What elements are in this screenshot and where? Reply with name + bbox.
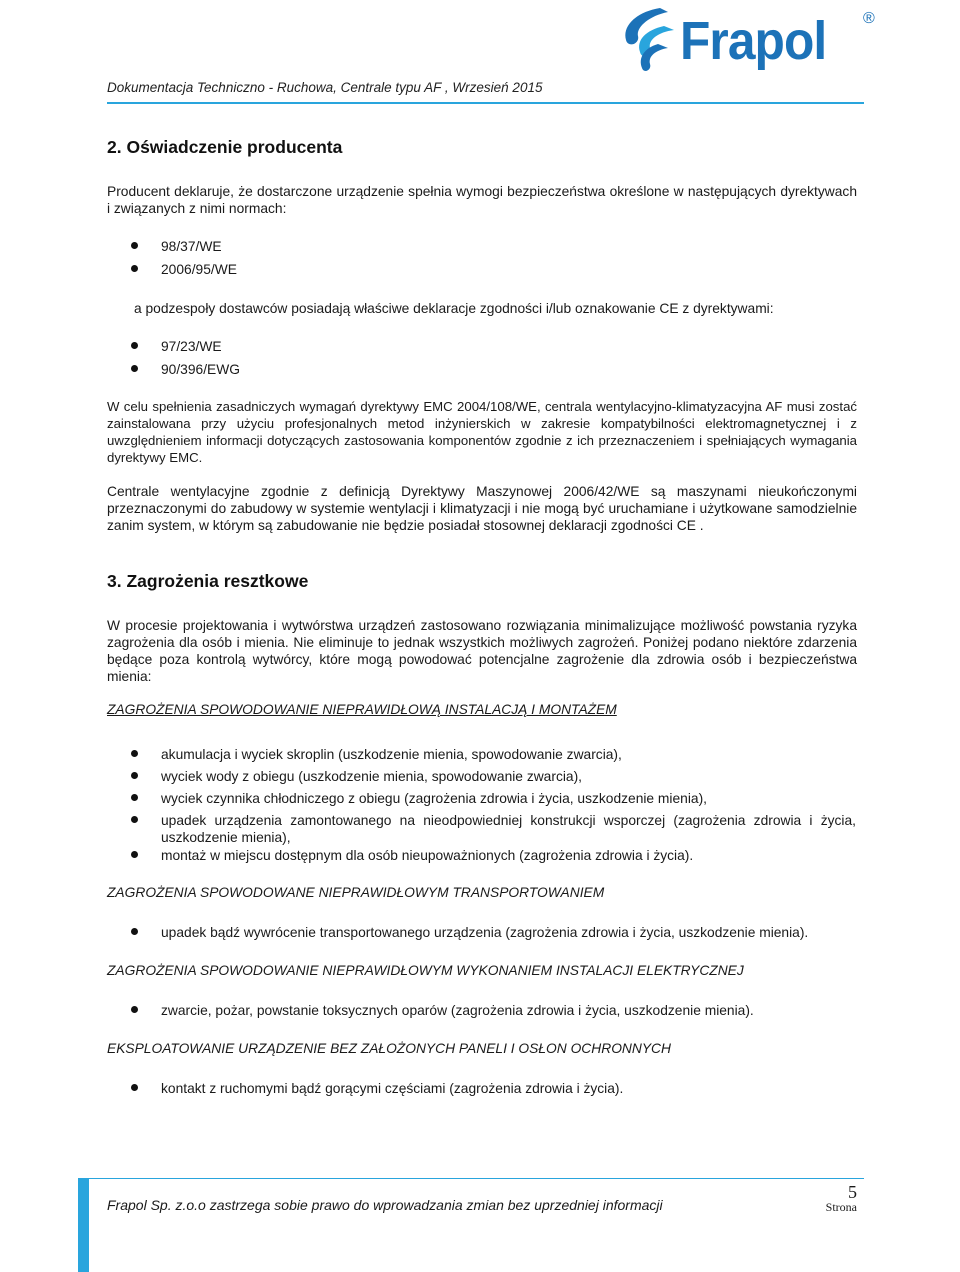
hazard-transport-title: ZAGROŻENIA SPOWODOWANE NIEPRAWIDŁOWYM TRANSPORTOWANIEM <box>107 885 605 900</box>
bullet-icon <box>131 851 138 858</box>
footer-disclaimer: Frapol Sp. z.o.o zastrzega sobie prawo do wprowadzania zmian bez uprzedniej informacji <box>107 1197 663 1213</box>
bullet-icon <box>131 750 138 757</box>
list-item: 90/396/EWG <box>161 362 240 377</box>
header-divider <box>107 102 864 104</box>
page-number: 5 <box>848 1182 857 1202</box>
components-note: a podzespoły dostawców posiadają właściwe deklaracje zgodności i/lub oznakowanie CE z dyrektywami: <box>134 301 774 316</box>
frapol-logo <box>618 4 888 76</box>
bullet-icon <box>131 1084 138 1091</box>
section-3-heading: 3. Zagrożenia resztkowe <box>107 571 309 591</box>
section-3-intro: W procesie projektowania i wytwórstwa urządzeń zastosowano rozwiązania minimalizujące możliwość powstania ryzyka zagrożenia dla osób i mienia. Nie eliminuje to jednak wszystkich możliwych zagrożeń. Poniżej podano niektóre zdarzenia będące poza kontrolą wytwórcy, które mogą powodować potencjalne zagrożenie dla zdrowia osób i bezpieczeństwa mienia: <box>107 618 857 684</box>
bullet-icon <box>131 1006 138 1013</box>
list-item: 97/23/WE <box>161 339 222 354</box>
bullet-icon <box>131 928 138 935</box>
list-item: 98/37/WE <box>161 239 222 254</box>
section-2-heading: 2. Oświadczenie producenta <box>107 137 343 157</box>
list-item: upadek bądź wywrócenie transportowanego urządzenia (zagrożenia zdrowia i życia, uszkodzenie mienia). <box>161 925 809 940</box>
bullet-icon <box>131 265 138 272</box>
list-item: wyciek czynnika chłodniczego z obiegu (zagrożenia zdrowia i życia, uszkodzenie mienia), <box>161 791 708 806</box>
machinery-directive-paragraph: Centrale wentylacyjne zgodnie z definicją Dyrektywy Maszynowej 2006/42/WE są maszynami nieukończonymi przeznaczonymi do zabudowy w systemie wentylacji i klimatyzacji i nie mogą być uruchamiane i użytkowane samodzielnie zanim system, w którym są zabudowanie nie będzie posiadał stosownej deklaracji zgodności CE . <box>107 484 857 533</box>
hazard-electrical-title: ZAGROŻENIA SPOWODOWANIE NIEPRAWIDŁOWYM WYKONANIEM INSTALACJI ELEKTRYCZNEJ <box>107 963 744 978</box>
bullet-icon <box>131 816 138 823</box>
document-header-title: Dokumentacja Techniczno - Ruchowa, Centrale typu AF , Wrzesień 2015 <box>107 80 543 95</box>
bullet-icon <box>131 794 138 801</box>
list-item: upadek urządzenia zamontowanego na nieodpowiedniej konstrukcji wsporczej (zagrożenia zdrowia i życia, uszkodzenie mienia), <box>161 813 856 845</box>
bullet-icon <box>131 242 138 249</box>
brand-registered-mark: ® <box>863 10 875 27</box>
hazard-installation-title: ZAGROŻENIA SPOWODOWANIE NIEPRAWIDŁOWĄ INSTALACJĄ I MONTAŻEM <box>107 702 617 717</box>
list-item: wyciek wody z obiegu (uszkodzenie mienia, spowodowanie zwarcia), <box>161 769 583 784</box>
list-item: akumulacja i wyciek skroplin (uszkodzenie mienia, spowodowanie zwarcia), <box>161 747 622 762</box>
bullet-icon <box>131 365 138 372</box>
section-2-intro: Producent deklaruje, że dostarczone urządzenie spełnia wymogi bezpieczeństwa określone w następujących dyrektywach i związanych z nimi normach: <box>107 184 857 216</box>
bullet-icon <box>131 772 138 779</box>
footer-divider <box>89 1178 864 1179</box>
bullet-icon <box>131 342 138 349</box>
list-item: zwarcie, pożar, powstanie toksycznych oparów (zagrożenia zdrowia i życia, uszkodzenie mienia). <box>161 1003 754 1018</box>
page-label: Strona <box>825 1200 857 1214</box>
list-item: kontakt z ruchomymi bądź gorącymi częściami (zagrożenia zdrowia i życia). <box>161 1081 624 1096</box>
footer-accent-bar <box>78 1178 89 1272</box>
emc-paragraph: W celu spełnienia zasadniczych wymagań dyrektywy EMC 2004/108/WE, centrala wentylacyjno-klimatyzacyjna AF musi zostać zainstalowana przy użyciu profesjonalnych metod inżynierskich w zakresie kompatybilności elektromagnetycznej i z uwzględnieniem informacji dotyczących zastosowania komponentów zgodnie z ich przeznaczeniem i spełniających wymagania dyrektywy EMC. <box>107 399 857 465</box>
frapol-swoosh-icon <box>618 4 678 74</box>
brand-name: Frapol <box>680 11 827 71</box>
hazard-operation-title: EKSPLOATOWANIE URZĄDZENIE BEZ ZAŁOŻONYCH PANELI I OSŁON OCHRONNYCH <box>107 1041 671 1056</box>
list-item: montaż w miejscu dostępnym dla osób nieupoważnionych (zagrożenia zdrowia i życia). <box>161 848 694 863</box>
list-item: 2006/95/WE <box>161 262 237 277</box>
